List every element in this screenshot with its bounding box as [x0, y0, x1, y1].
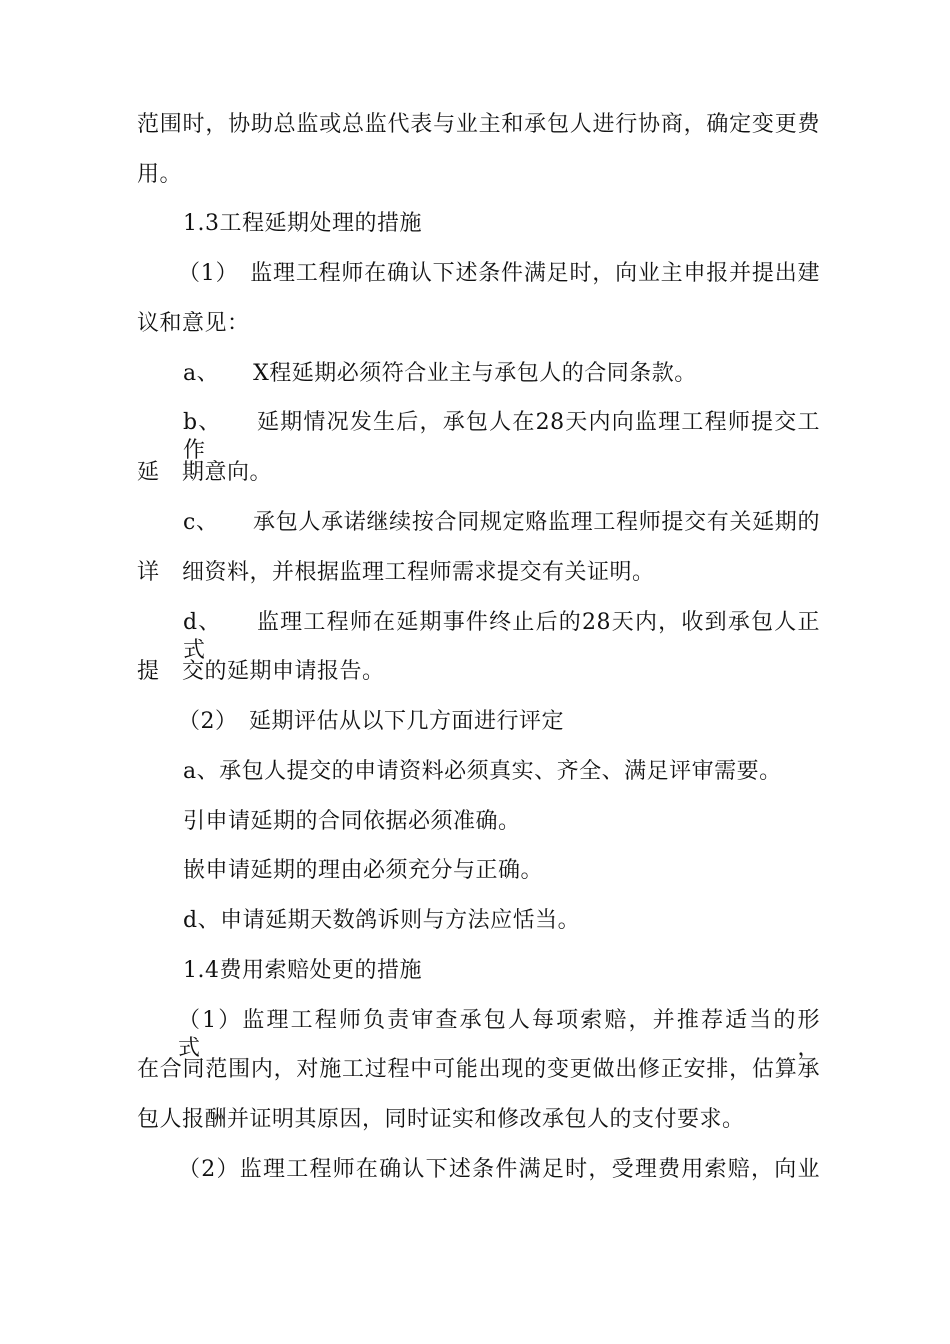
- paragraph-line: （2） 延期评估从以下几方面进行评定: [178, 709, 564, 734]
- paragraph-line: 详 细资料，并根据监理工程师需求提交有关证明。: [137, 560, 655, 585]
- paragraph-line: 用。: [137, 162, 183, 187]
- paragraph-line: （1）监理工程师负责审查承包人每项索赔，并推荐适当的形式，: [178, 1008, 820, 1061]
- paragraph-line: 包人报酬并证明其原因，同时证实和修改承包人的支付要求。: [137, 1107, 745, 1132]
- section-heading: 1.3工程延期处理的措施: [183, 211, 422, 236]
- list-item: d、申请延期天数鸽诉则与方法应恬当。: [183, 908, 581, 933]
- paragraph-line: 延 期意向。: [137, 460, 273, 485]
- paragraph-line: 议和意见：: [137, 311, 250, 336]
- list-item: a、 X程延期必须符合业主与承包人的合同条款。: [183, 361, 697, 386]
- paragraph-line: 范围时，协助总监或总监代表与业主和承包人进行协商，确定变更费: [137, 112, 820, 137]
- list-item: a、承包人提交的申请资料必须真实、齐全、满足评审需要。: [183, 759, 782, 784]
- list-item: b、 延期情况发生后，承包人在28天内向监理工程师提交工作: [183, 410, 820, 463]
- section-heading: 1.4费用索赔处更的措施: [183, 958, 422, 983]
- paragraph-line: 在合同范围内，对施工过程中可能出现的变更做出修正安排，估算承: [137, 1057, 820, 1082]
- paragraph-line: （2）监理工程师在确认下述条件满足时，受理费用索赔，向业: [178, 1157, 820, 1182]
- list-item: 嵌申请延期的理由必须充分与正确。: [183, 858, 544, 883]
- list-item: d、 监理工程师在延期事件终止后的28天内，收到承包人正式: [183, 610, 820, 663]
- paragraph-line: （1） 监理工程师在确认下述条件满足时，向业主申报并提出建: [178, 261, 820, 286]
- list-item: c、 承包人承诺继续按合同规定赂监理工程师提交有关延期的: [183, 510, 820, 535]
- list-item: 引申请延期的合同依据必须准确。: [183, 809, 521, 834]
- paragraph-line: 提 交的延期申请报告。: [137, 659, 385, 684]
